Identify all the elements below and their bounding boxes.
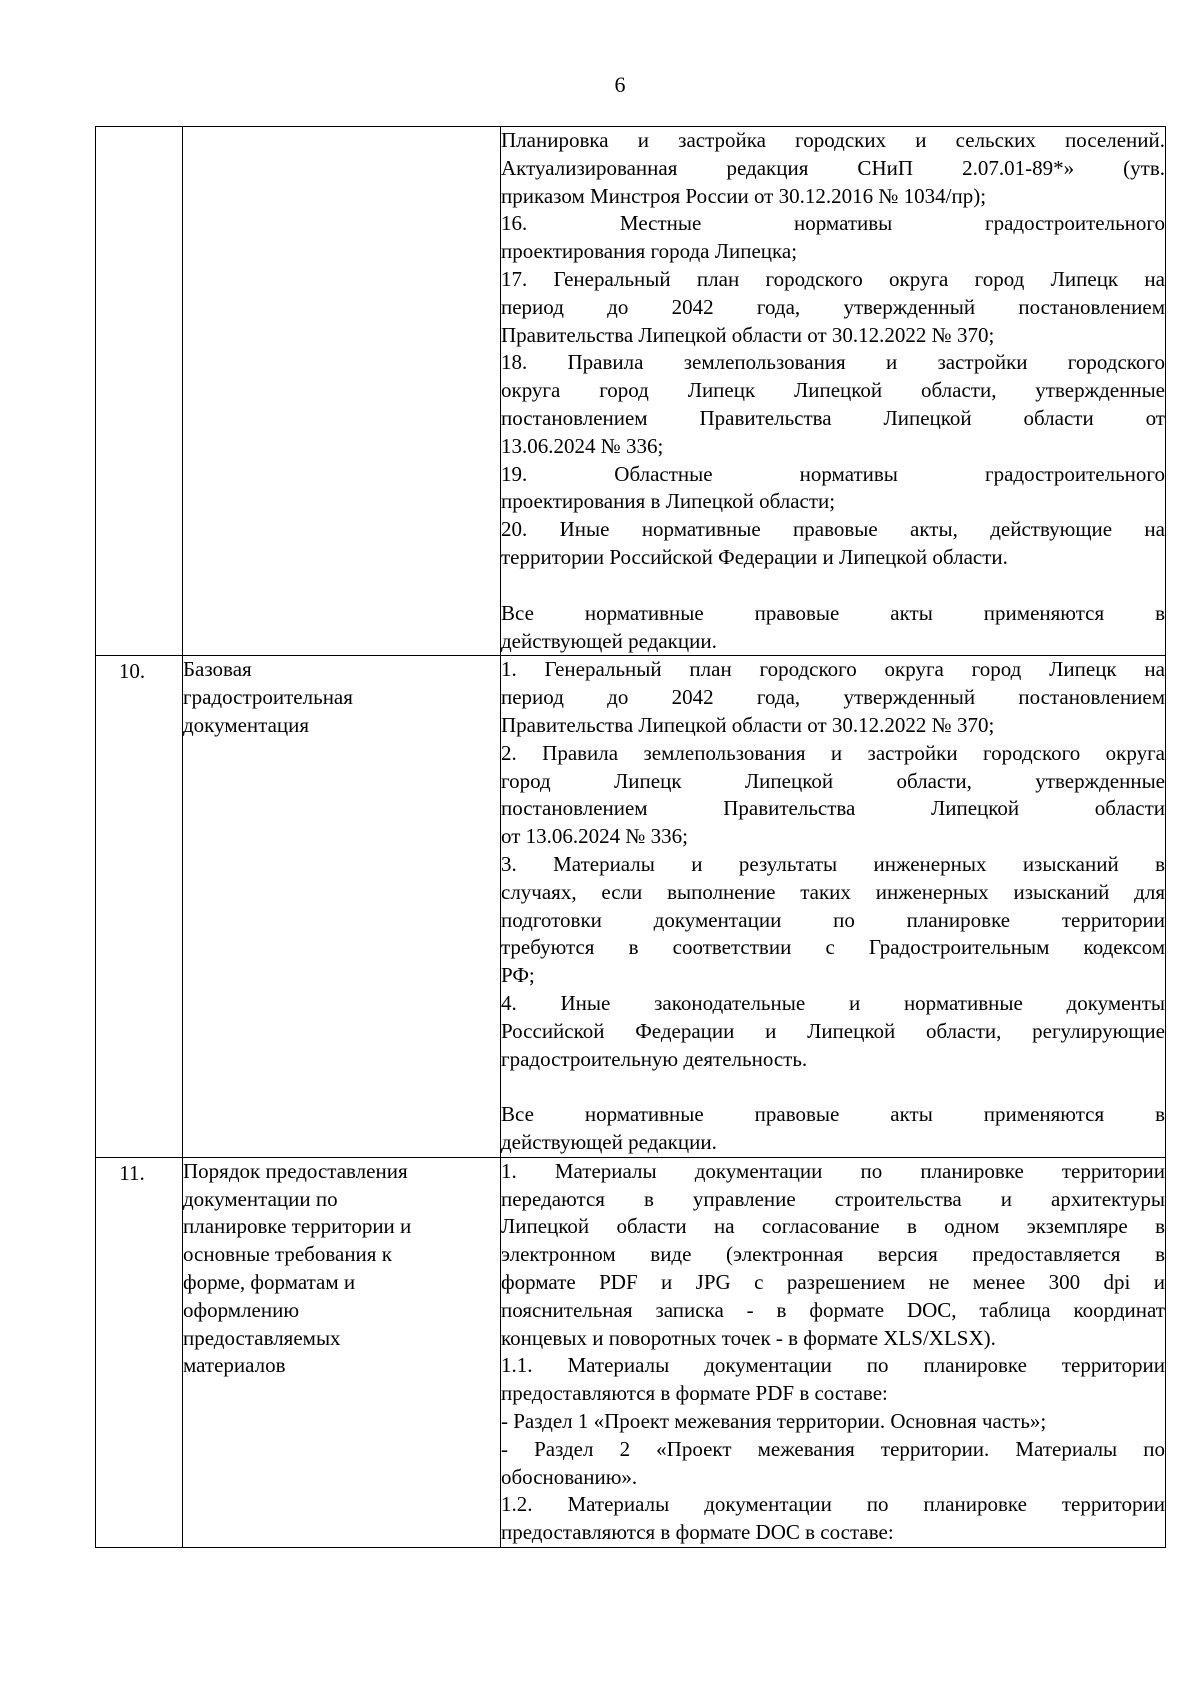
row-title-line: оформлению <box>183 1297 300 1322</box>
content-line: 16. Местные нормативы градостроительного <box>501 211 1165 236</box>
content-line: 13.06.2024 № 336; <box>501 433 664 458</box>
paragraph-gap <box>501 1073 1165 1101</box>
content-line: - Раздел 2 «Проект межевания территории. Материалы по <box>501 1436 1165 1461</box>
content-line: предоставляются в формате DOC в составе: <box>501 1520 894 1545</box>
row-title-line: предоставляемых <box>183 1325 341 1350</box>
row-number: 10. <box>118 659 146 684</box>
content-line: период до 2042 года, утвержденный постановлением <box>501 685 1165 710</box>
content-line: Правительства Липецкой области от 30.12.2022 № 370; <box>501 712 995 737</box>
row-content-cell <box>501 656 1166 1158</box>
row-title-line: основные требования к <box>183 1242 392 1267</box>
content-line: проектирования города Липецка; <box>501 239 798 264</box>
content-line: требуются в соответствии с Градостроительным кодексом <box>501 935 1165 960</box>
table-row <box>96 127 1166 656</box>
content-line: передаются в управление строительства и архитектуры <box>501 1186 1165 1211</box>
table-row <box>96 656 1166 1158</box>
table-row <box>96 1157 1166 1547</box>
row-title-cell <box>183 656 501 1158</box>
content-line: период до 2042 года, утвержденный постановлением <box>501 294 1165 319</box>
content-line: предоставляются в формате PDF в составе: <box>501 1381 888 1406</box>
row-title-line: материалов <box>183 1353 286 1378</box>
row-title-line: градостроительная <box>183 685 353 710</box>
content-line: округа город Липецк Липецкой области, утвержденные <box>501 378 1165 403</box>
row-title-cell <box>183 1157 501 1547</box>
content-line: проектирования в Липецкой области; <box>501 489 836 514</box>
content-line: 20. Иные нормативные правовые акты, действующие на <box>501 517 1165 542</box>
content-line: 4. Иные законодательные и нормативные документы <box>501 990 1165 1015</box>
content-line: 1.2. Материалы документации по планировке территории <box>501 1492 1165 1517</box>
row-title-line: документация <box>183 712 310 737</box>
content-line: 19. Областные нормативы градостроительного <box>501 461 1165 486</box>
row-number: 11. <box>119 1160 145 1185</box>
row-number-cell <box>96 127 183 656</box>
content-line: случаях, если выполнение таких инженерных изысканий для <box>501 879 1165 904</box>
content-line: город Липецк Липецкой области, утвержденные <box>501 768 1165 793</box>
page-number: 6 <box>614 72 626 97</box>
content-line: 3. Материалы и результаты инженерных изысканий в <box>501 851 1165 876</box>
content-line: приказом Минстроя России от 30.12.2016 № 1034/пр); <box>501 183 987 208</box>
content-line: Российской Федерации и Липецкой области, регулирующие <box>501 1018 1165 1043</box>
content-line: формате PDF и JPG с разрешением не менее 300 dpi и <box>501 1270 1165 1295</box>
content-line: действующей редакции. <box>501 628 717 653</box>
content-line: градостроительную деятельность. <box>501 1046 808 1071</box>
content-line: 18. Правила землепользования и застройки городского <box>501 350 1165 375</box>
content-line: электронном виде (электронная версия предоставляется в <box>501 1242 1165 1267</box>
paragraph-gap <box>501 572 1165 600</box>
content-line: постановлением Правительства Липецкой области от <box>501 405 1165 430</box>
content-line: Липецкой области на согласование в одном экземпляре в <box>501 1214 1165 1239</box>
content-line: 1.1. Материалы документации по планировке территории <box>501 1353 1165 1378</box>
row-title-line: документации по <box>183 1186 338 1211</box>
content-line: действующей редакции. <box>501 1130 717 1155</box>
content-line: 2. Правила землепользования и застройки городского округа <box>501 740 1165 765</box>
content-line: РФ; <box>501 963 535 988</box>
content-line: Планировка и застройка городских и сельских поселений. <box>501 128 1165 152</box>
row-number-cell <box>96 656 183 1158</box>
row-number <box>96 127 182 129</box>
content-line: обоснованию». <box>501 1464 638 1489</box>
content-line: пояснительная записка - в формате DOC, таблица координат <box>501 1297 1165 1322</box>
content-line: Актуализированная редакция СНиП 2.07.01-89*» (утв. <box>501 155 1165 180</box>
row-content-cell <box>501 127 1166 656</box>
content-line: Правительства Липецкой области от 30.12.2022 № 370; <box>501 322 995 347</box>
content-line: территории Российской Федерации и Липецкой области. <box>501 544 1008 569</box>
row-title-line: планировке территории и <box>183 1214 412 1239</box>
row-title-line: форме, форматам и <box>183 1270 356 1295</box>
requirements-table <box>95 126 1166 1548</box>
content-line: 1. Материалы документации по планировке территории <box>501 1158 1165 1183</box>
table-body <box>96 127 1166 1548</box>
content-line: 17. Генеральный план городского округа город Липецк на <box>501 266 1165 291</box>
row-number-cell <box>96 1157 183 1547</box>
content-line: Все нормативные правовые акты применяются в <box>501 1102 1165 1127</box>
row-title-cell <box>183 127 501 656</box>
content-line: 1. Генеральный план городского округа город Липецк на <box>501 657 1165 682</box>
content-line: концевых и поворотных точек - в формате XLS/XLSX). <box>501 1325 996 1350</box>
content-line: подготовки документации по планировке территории <box>501 907 1165 932</box>
row-title-line: Порядок предоставления <box>183 1158 408 1183</box>
row-content-cell <box>501 1157 1166 1547</box>
content-line: Все нормативные правовые акты применяются в <box>501 600 1165 625</box>
content-line: - Раздел 1 «Проект межевания территории. Основная часть»; <box>501 1409 1047 1434</box>
content-line: от 13.06.2024 № 336; <box>501 824 689 849</box>
content-line: постановлением Правительства Липецкой области <box>501 796 1165 821</box>
row-title-line: Базовая <box>183 657 252 682</box>
